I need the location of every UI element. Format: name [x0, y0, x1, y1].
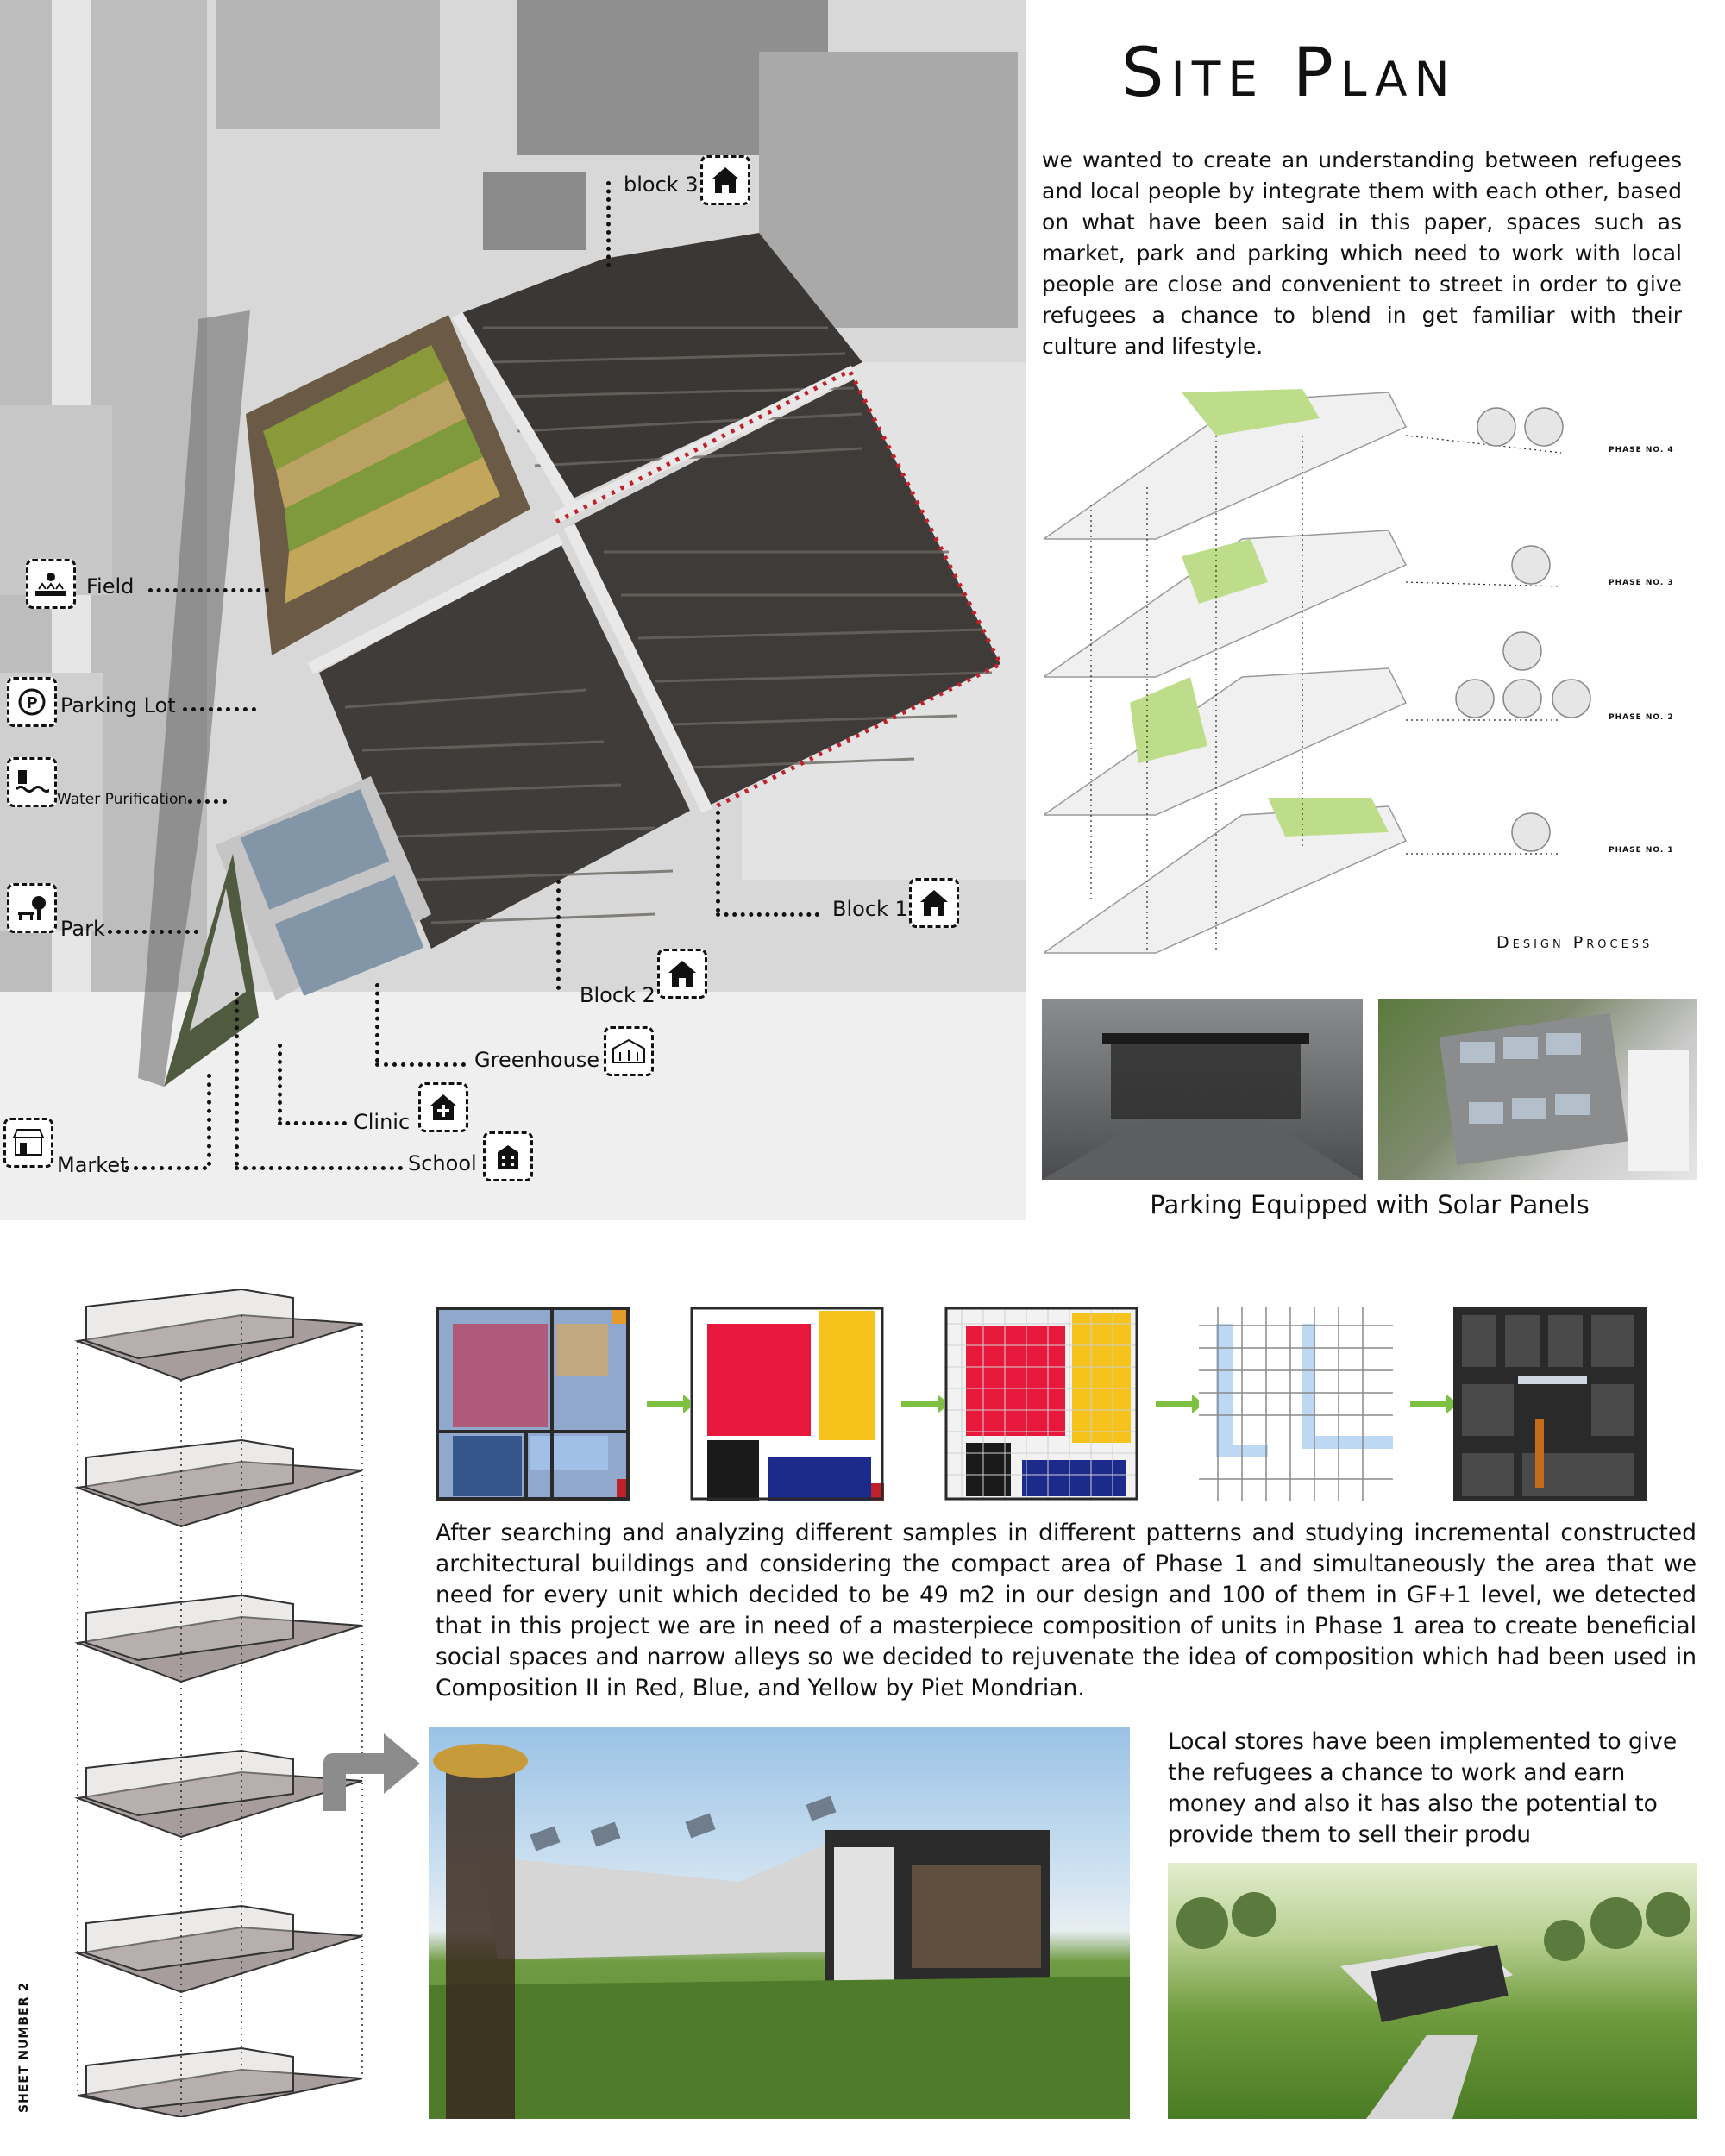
phase-label-2: PHASE NO. 2: [1609, 713, 1674, 722]
green-arrow-icon: [1410, 1401, 1448, 1407]
sheet-number-label: SHEET NUMBER 2: [17, 1982, 31, 2113]
leader-school: [235, 1166, 403, 1170]
phase-label-3: PHASE NO. 3: [1609, 579, 1674, 587]
house-icon: [657, 949, 707, 999]
local-stores-paragraph: Local stores have been implemented to give the refugees a chance to work and earn money and also it has also the potential to provide them to sell their produ: [1168, 1728, 1678, 1848]
phase-label-1: PHASE NO. 1: [1609, 846, 1674, 855]
parking-icon: [7, 677, 57, 727]
mondrian-sequence: [436, 1307, 1697, 1501]
parking-aerial-photo: [1378, 999, 1697, 1180]
green-arrow-icon: [901, 1401, 939, 1407]
parking-caption: Parking Equipped with Solar Panels: [1150, 1190, 1590, 1219]
mondrian-step-1: [436, 1307, 630, 1501]
water-icon: [7, 757, 57, 807]
label-market: Market: [57, 1153, 129, 1177]
stores-render-photo: [1168, 1863, 1697, 2119]
school-icon: [483, 1131, 533, 1181]
leader-block-3: [606, 181, 611, 267]
site-plan-aerial: [0, 0, 1026, 1220]
leader-parking: [183, 707, 256, 711]
label-parking-lot: Parking Lot: [60, 693, 176, 718]
label-greenhouse: Greenhouse: [474, 1048, 600, 1072]
design-process-label: Design Process: [1496, 933, 1653, 952]
field-icon: [26, 559, 76, 609]
market-render-photo: [429, 1727, 1130, 2119]
mondrian-step-3: [944, 1307, 1138, 1501]
leader-water: [188, 799, 227, 804]
label-water-purification: Water Purification: [57, 791, 188, 808]
intro-paragraph: we wanted to create an understanding between refugees and local people by integrate them with each other, based on what have been said in this paper, spaces such as market, park and parking which need to work with local people are close and convenient to street in order to give refugees a chance to blend in get familiar with their culture and lifestyle.: [1042, 147, 1682, 359]
site-plan-drawing: [0, 0, 1026, 1220]
green-arrow-icon: [1156, 1401, 1194, 1407]
leader-block-1-v: [716, 811, 720, 912]
unit-exploded-diagram: [52, 1289, 388, 2117]
label-clinic: Clinic: [354, 1110, 411, 1134]
leader-clinic-v: [278, 1044, 282, 1121]
house-icon: [909, 878, 959, 928]
house-icon: [700, 155, 750, 205]
parking-render-photo: [1042, 999, 1363, 1180]
green-arrow-icon: [647, 1401, 685, 1407]
label-field: Field: [86, 574, 135, 599]
leader-greenhouse: [375, 1062, 466, 1067]
mondrian-step-2: [690, 1307, 884, 1501]
svg-text:P: P: [26, 694, 38, 712]
phase-label-4: PHASE NO. 4: [1609, 446, 1674, 454]
leader-park: [108, 930, 198, 934]
leader-block-1: [716, 912, 819, 917]
mondrian-paragraph: After searching and analyzing different samples in different patterns and studying incremental constructed architectural buildings and considering the compact area of Phase 1 and simultaneously the area that we need for every unit which decided to be 49 m2 in our design and 100 of them in GF+1 level, we detected that in this project we are in need of a masterpiece composition of units in Phase 1 area to create beneficial social spaces and narrow alleys so we decided to rejuvenate the idea of composition which had been used in Composition II in Red, Blue, and Yellow by Piet Mondrian.: [436, 1520, 1697, 1702]
leader-market-v: [207, 1074, 211, 1166]
leader-school-v: [235, 992, 239, 1166]
label-school: School: [408, 1151, 477, 1175]
label-block-2: Block 2: [580, 983, 656, 1007]
clinic-icon: [418, 1082, 468, 1132]
leader-greenhouse-v: [375, 983, 380, 1062]
park-icon: [7, 883, 57, 933]
leader-block-2: [556, 880, 561, 990]
label-block-3: block 3: [624, 172, 699, 197]
label-park: Park: [60, 917, 105, 941]
greenhouse-icon: [604, 1026, 654, 1076]
mondrian-step-4: [1199, 1307, 1393, 1501]
leader-market: [125, 1166, 207, 1170]
market-icon: [3, 1118, 53, 1168]
label-block-1: Block 1: [832, 897, 908, 921]
design-process-diagram: [1044, 384, 1682, 957]
leader-clinic: [278, 1121, 347, 1125]
leader-field: [148, 588, 269, 592]
arrow-icon: [323, 1729, 423, 1820]
mondrian-step-5: [1453, 1307, 1647, 1501]
page-title: Site Plan: [1121, 34, 1457, 112]
